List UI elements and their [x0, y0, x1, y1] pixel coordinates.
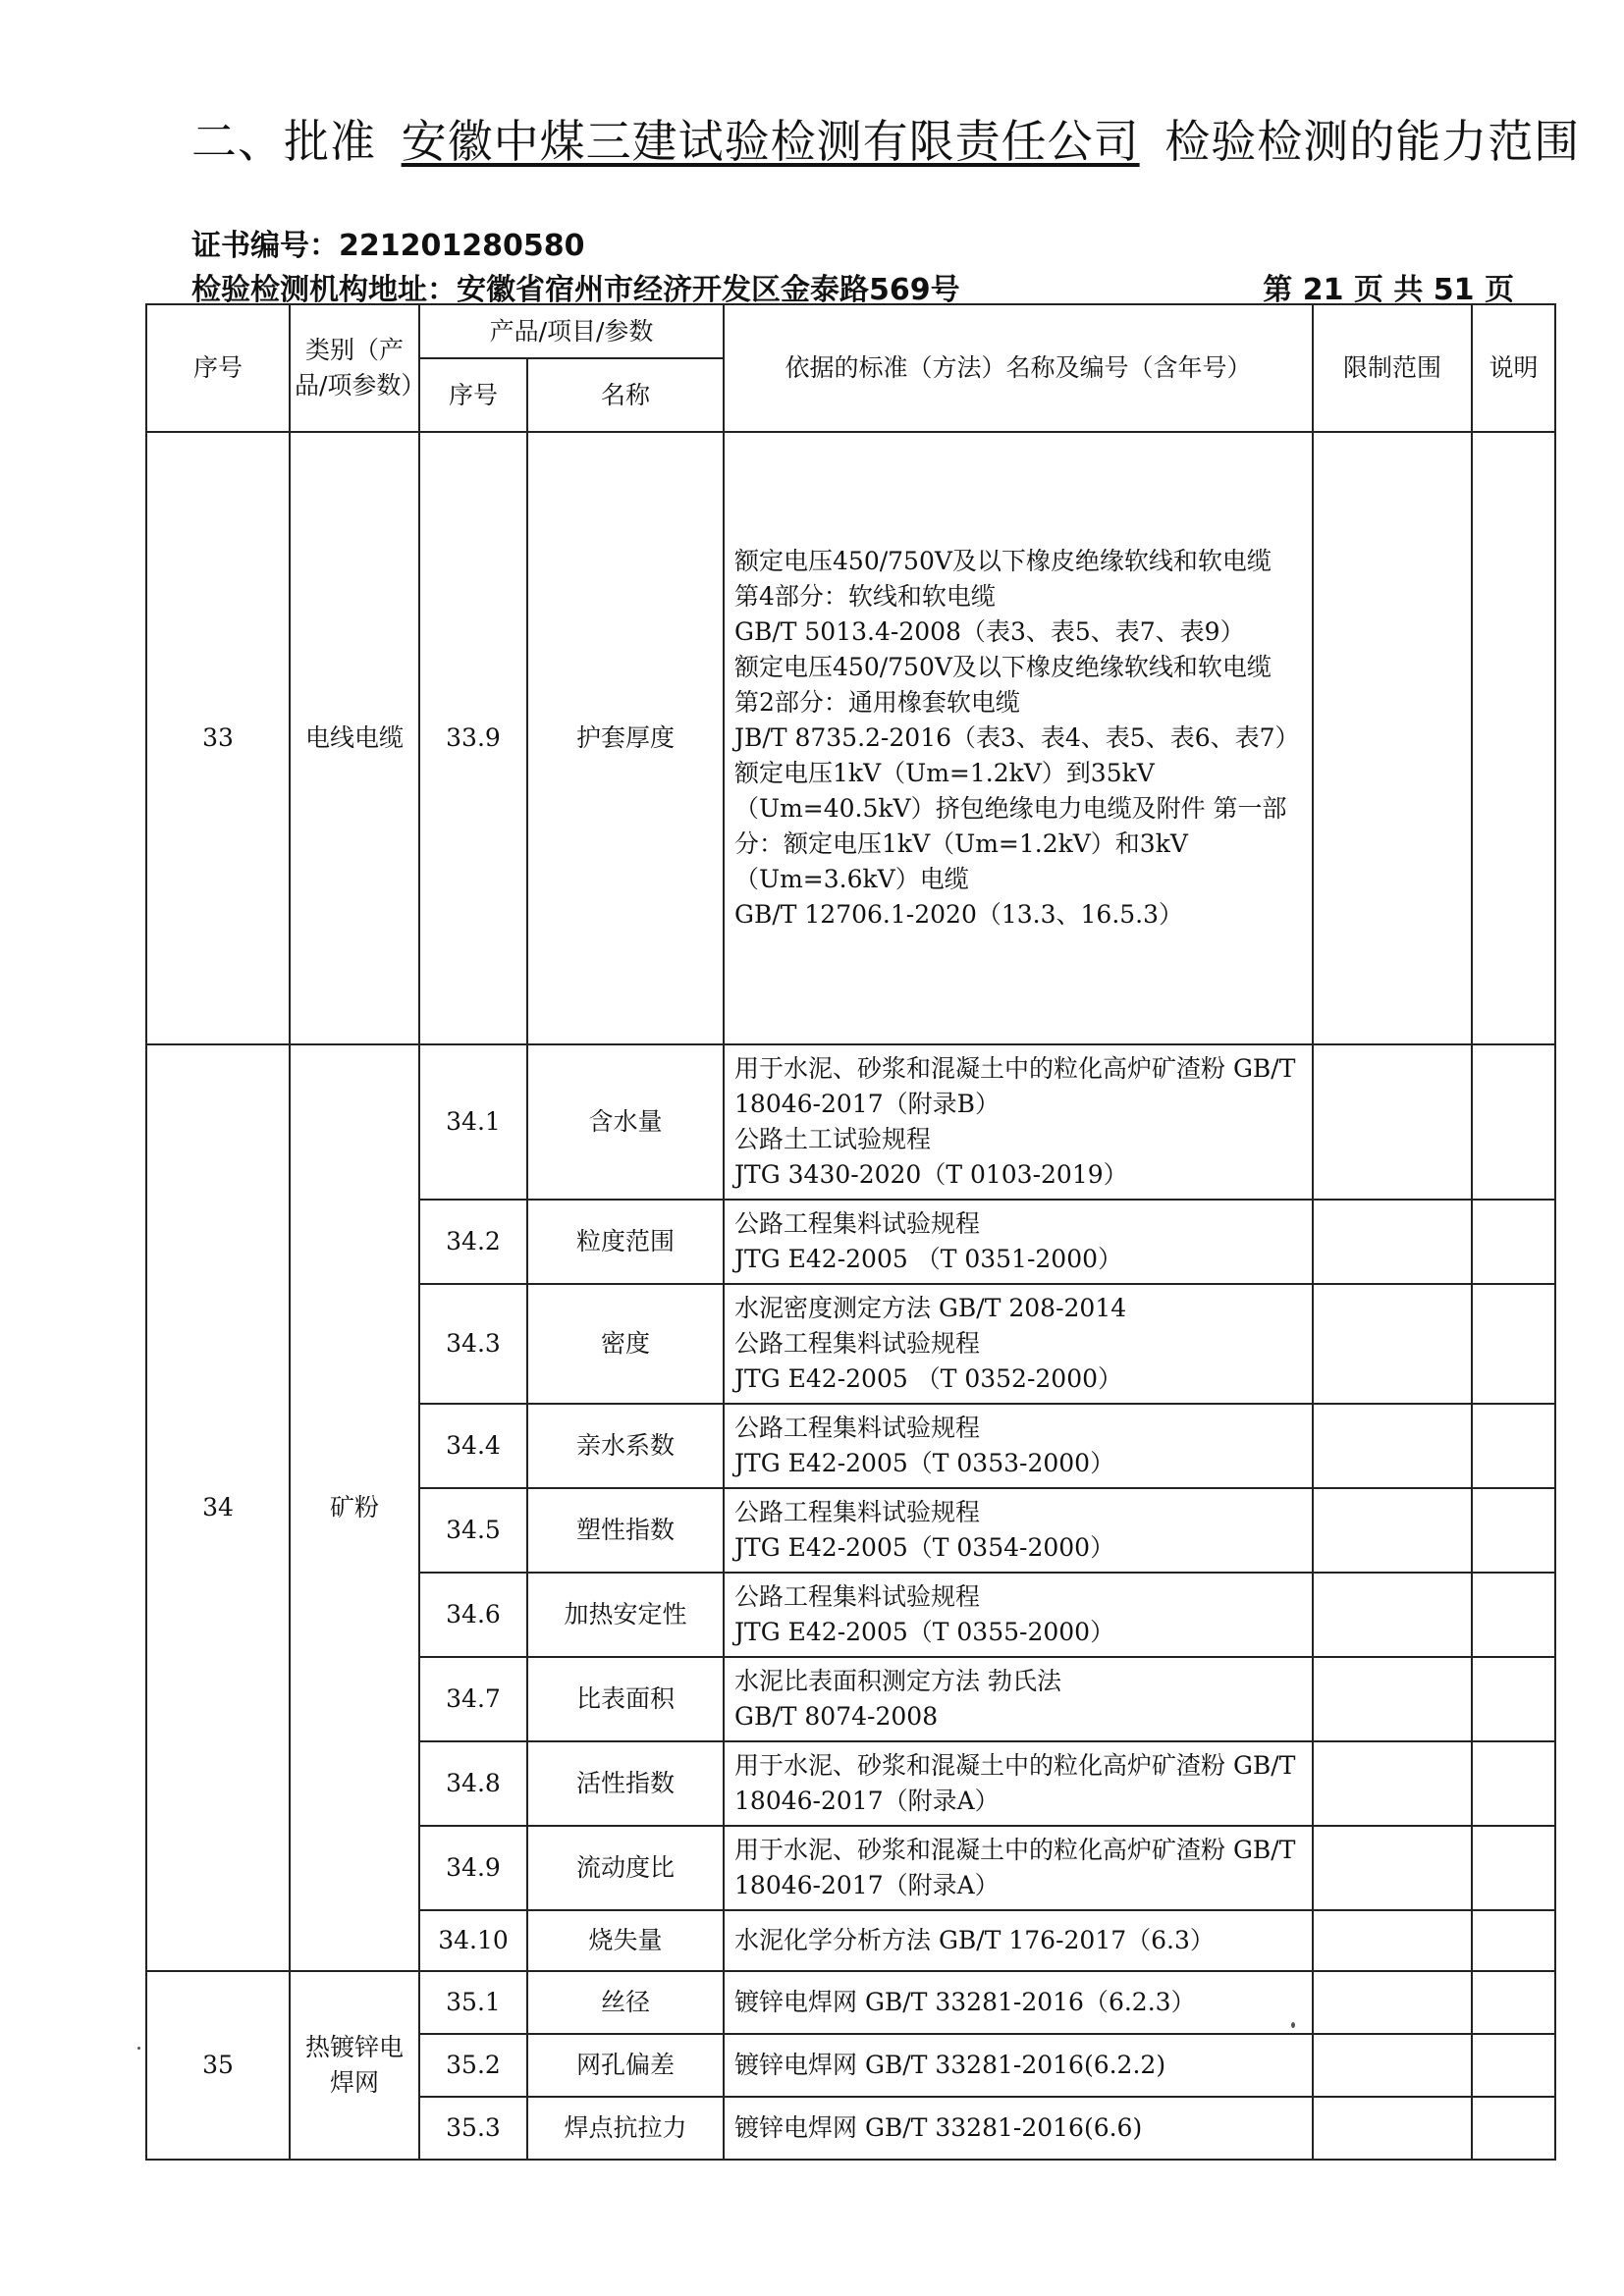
item-note [1472, 432, 1555, 1044]
item-name: 粒度范围 [527, 1200, 724, 1284]
header-category: 类别（产品/项参数） [290, 304, 419, 432]
scope-table [145, 303, 1556, 2161]
table-row [146, 432, 1555, 1044]
item-standard: 水泥密度测定方法 GB/T 208-2014 公路工程集料试验规程 JTG E42-2005 （T 0352-2000） [724, 1284, 1313, 1404]
item-name: 护套厚度 [527, 432, 724, 1044]
item-name: 亲水系数 [527, 1404, 724, 1488]
item-standard: 额定电压450/750V及以下橡皮绝缘软线和软电缆 第4部分：软线和软电缆 GB/T 5013.4-2008（表3、表5、表7、表9） 额定电压450/750V及以下橡皮绝缘软线和软电缆 第2部分：通用橡套软电缆 JB/T 8735.2-2016（表3、表4、表5、表6、表7） 额定电压1kV（Um=1.2kV）到35kV（Um=40.5kV）挤包绝缘电力电缆及附件 第一部分：额定电压1kV（Um=1.2kV）和3kV（Um=3.6kV）电缆 GB/T 12706.1-2020（13.3、16.5.3） [724, 432, 1313, 1044]
certificate-label: 证书编号： [191, 229, 339, 263]
page-title [191, 106, 1580, 171]
item-limit [1313, 1657, 1472, 1741]
address-value: 安徽省宿州市经济开发区金泰路569号 [457, 273, 960, 307]
item-standard: 用于水泥、砂浆和混凝土中的粒化高炉矿渣粉 GB/T 18046-2017（附录A） [724, 1826, 1313, 1910]
item-no: 34.4 [419, 1404, 527, 1488]
item-limit [1313, 1044, 1472, 1200]
item-no: 34.3 [419, 1284, 527, 1404]
table-row [146, 1971, 1555, 2034]
title-suffix: 检验检测的能力范围 [1164, 115, 1581, 168]
item-limit [1313, 1971, 1472, 2034]
item-standard: 公路工程集料试验规程 JTG E42-2005（T 0355-2000） [724, 1573, 1313, 1657]
item-name: 焊点抗拉力 [527, 2097, 724, 2160]
item-no: 33.9 [419, 432, 527, 1044]
item-limit [1313, 432, 1472, 1044]
item-standard: 用于水泥、砂浆和混凝土中的粒化高炉矿渣粉 GB/T 18046-2017（附录B） 公路土工试验规程 JTG 3430-2020（T 0103-2019） [724, 1044, 1313, 1200]
item-limit [1313, 1573, 1472, 1657]
group-seq: 34 [146, 1044, 290, 1971]
header-standard: 依据的标准（方法）名称及编号（含年号） [724, 304, 1313, 432]
item-name: 网孔偏差 [527, 2034, 724, 2097]
item-no: 35.2 [419, 2034, 527, 2097]
item-name: 塑性指数 [527, 1488, 724, 1573]
item-standard: 镀锌电焊网 GB/T 33281-2016(6.2.2) [724, 2034, 1313, 2097]
item-name: 含水量 [527, 1044, 724, 1200]
group-category: 电线电缆 [290, 432, 419, 1044]
item-no: 34.6 [419, 1573, 527, 1657]
address-line [191, 265, 960, 308]
item-limit [1313, 1284, 1472, 1404]
header-item-seq: 序号 [419, 358, 527, 432]
item-note [1472, 1657, 1555, 1741]
table-row [146, 1044, 1555, 1200]
group-category: 热镀锌电焊网 [290, 1971, 419, 2160]
group-seq: 35 [146, 1971, 290, 2160]
item-no: 35.1 [419, 1971, 527, 2034]
item-standard: 镀锌电焊网 GB/T 33281-2016（6.2.3） [724, 1971, 1313, 2034]
item-limit [1313, 2097, 1472, 2160]
item-standard: 镀锌电焊网 GB/T 33281-2016(6.6) [724, 2097, 1313, 2160]
header-product-group: 产品/项目/参数 [419, 304, 724, 358]
item-name: 加热安定性 [527, 1573, 724, 1657]
item-name: 烧失量 [527, 1910, 724, 1971]
item-name: 活性指数 [527, 1741, 724, 1826]
item-limit [1313, 1826, 1472, 1910]
group-seq: 33 [146, 432, 290, 1044]
item-note [1472, 1284, 1555, 1404]
group-category: 矿粉 [290, 1044, 419, 1971]
item-note [1472, 2097, 1555, 2160]
item-note [1472, 1404, 1555, 1488]
organization-name: 安徽中煤三建试验检测有限责任公司 [401, 115, 1140, 168]
certificate-number: 221201280580 [339, 229, 585, 263]
header-item-name: 名称 [527, 358, 724, 432]
item-no: 34.7 [419, 1657, 527, 1741]
item-name: 丝径 [527, 1971, 724, 2034]
item-no: 34.5 [419, 1488, 527, 1573]
title-prefix: 二、批准 [191, 115, 376, 168]
item-name: 流动度比 [527, 1826, 724, 1910]
item-note [1472, 2034, 1555, 2097]
header-seq: 序号 [146, 304, 290, 432]
item-note [1472, 1741, 1555, 1826]
item-name: 密度 [527, 1284, 724, 1404]
item-limit [1313, 1200, 1472, 1284]
header-note: 说明 [1472, 304, 1555, 432]
scan-speck [137, 2047, 140, 2050]
item-limit [1313, 1488, 1472, 1573]
item-standard: 公路工程集料试验规程 JTG E42-2005（T 0354-2000） [724, 1488, 1313, 1573]
item-name: 比表面积 [527, 1657, 724, 1741]
item-note [1472, 1200, 1555, 1284]
item-limit [1313, 1404, 1472, 1488]
item-standard: 公路工程集料试验规程 JTG E42-2005 （T 0351-2000） [724, 1200, 1313, 1284]
header-limit: 限制范围 [1313, 304, 1472, 432]
item-limit [1313, 1741, 1472, 1826]
item-note [1472, 1971, 1555, 2034]
item-note [1472, 1044, 1555, 1200]
scan-speck [1291, 2022, 1295, 2028]
item-limit [1313, 2034, 1472, 2097]
item-no: 34.1 [419, 1044, 527, 1200]
item-no: 34.8 [419, 1741, 527, 1826]
item-no: 34.9 [419, 1826, 527, 1910]
item-standard: 公路工程集料试验规程 JTG E42-2005（T 0353-2000） [724, 1404, 1313, 1488]
item-no: 34.2 [419, 1200, 527, 1284]
item-no: 34.10 [419, 1910, 527, 1971]
page-info: 第 21 页 共 51 页 [1263, 273, 1514, 307]
certificate-line [191, 221, 585, 264]
address-label: 检验检测机构地址： [191, 273, 457, 307]
item-note [1472, 1826, 1555, 1910]
item-standard: 水泥比表面积测定方法 勃氏法 GB/T 8074-2008 [724, 1657, 1313, 1741]
item-note [1472, 1488, 1555, 1573]
item-standard: 水泥化学分析方法 GB/T 176-2017（6.3） [724, 1910, 1313, 1971]
item-no: 35.3 [419, 2097, 527, 2160]
item-limit [1313, 1910, 1472, 1971]
item-note [1472, 1910, 1555, 1971]
item-note [1472, 1573, 1555, 1657]
item-standard: 用于水泥、砂浆和混凝土中的粒化高炉矿渣粉 GB/T 18046-2017（附录A） [724, 1741, 1313, 1826]
